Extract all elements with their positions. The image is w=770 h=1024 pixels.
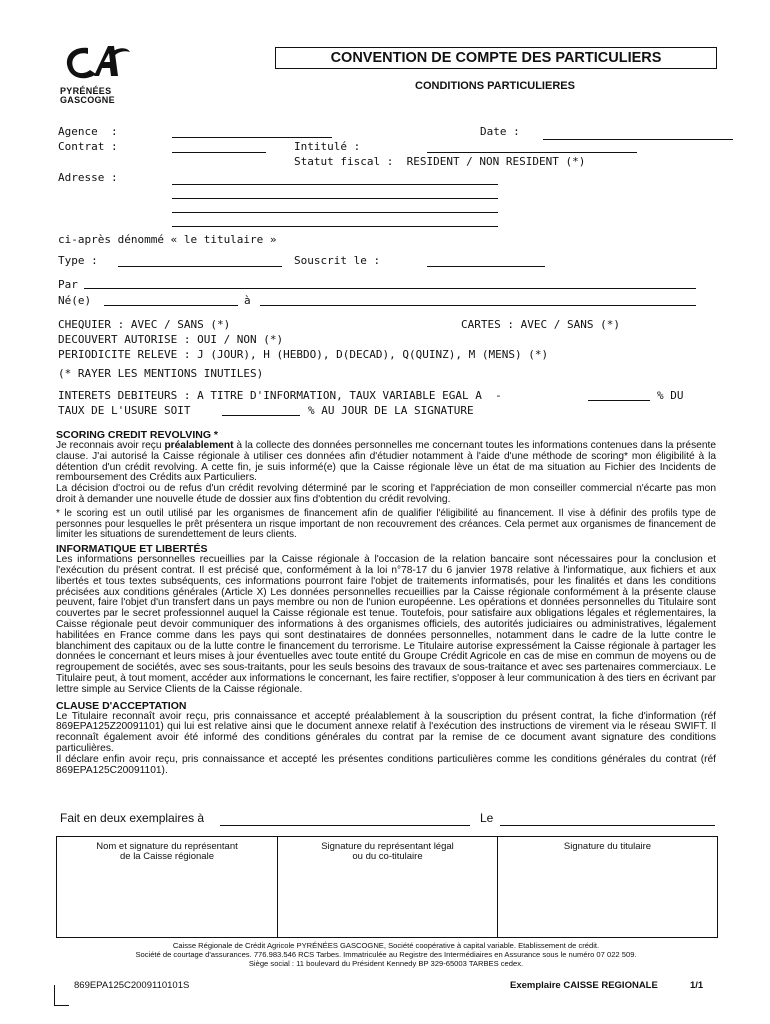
agence-field[interactable] xyxy=(172,125,332,138)
adresse-line-3[interactable] xyxy=(172,200,498,213)
adresse-line-2[interactable] xyxy=(172,186,498,199)
fait-label: Fait en deux exemplaires à xyxy=(60,811,205,825)
scoring-paragraph-1 xyxy=(56,441,716,484)
signature-caisse-cell[interactable]: Nom et signature du représentant de la Caisse régionale xyxy=(96,841,238,862)
souscrit-label: Souscrit le : xyxy=(294,254,381,267)
nee-field[interactable] xyxy=(104,293,238,306)
signature-cotitulaire-cell[interactable]: Signature du représentant légal ou du co-titulaire xyxy=(277,837,497,937)
credit-agricole-logo-icon xyxy=(60,42,130,82)
document-subtitle: CONDITIONS PARTICULIERES xyxy=(415,80,575,92)
par-field[interactable] xyxy=(84,276,696,289)
usure-text: TAUX DE L'USURE SOIT xyxy=(58,404,191,417)
adresse-label: Adresse : xyxy=(58,171,118,184)
adresse-line-4[interactable] xyxy=(172,214,498,227)
scoring-p1-bold: préalablement xyxy=(164,440,234,451)
logo-line1: PYRÉNÉES xyxy=(60,86,112,96)
adresse-line-1[interactable] xyxy=(172,172,498,185)
decouvert-option: DECOUVERT AUTORISE : OUI / NON (*) xyxy=(58,333,284,346)
contrat-field[interactable] xyxy=(172,140,266,153)
page-number: 1/1 xyxy=(690,980,704,991)
scoring-footnote: * le scoring est un outil utilisé par les organismes de financement afin de qualifier l'éligibilité au financement. Il vise à définir des profils type de personnes pour lesquelles le prêt présentera un risque important de non recouvrement des créances. Cela permet aux organismes de financement de limiter les situations de surendettement de leurs clients. xyxy=(56,507,716,541)
informatique-paragraph: Les informations personnelles recueillies par la Caisse régionale à l'occasion de la relation bancaire sont nécessaires pour la conclusion et l'exécution du présent contrat. Il est précisé que, conformément à la loi n°78-17 du 6 janvier 1978 relative à l'informatique, aux fichiers et aux libertés et tous textes subséquents, ces informations pourront faire l'objet de traitements informatisés, pour les finalités et dans les conditions précisées aux conditions générales (Article X) Les données personnelles recueillies par la Caisse régionale conformément à la présente clause peuvent, faire l'objet d'un transfert dans un pays membre ou non de l'union européenne. Les opérations et données personnelles du Titulaire sont couvertes par le secret professionnel auquel la Caisse régionale est tenue. Toutefois, pour satisfaire aux obligations légales et réglementaires, la Caisse régionale peut devoir communiquer des informations à des organismes officiels, des autorités judiciaires ou administratives, légalement habilitées en France comme dans les pays qui sont destinataires de données personnelles, notamment dans le cadre de la lutte contre le blanchiment des capitaux ou de la lutte contre le financement du terrorisme. Le Titulaire autorise expressément la Caisse régionale à partager les données le concernant et leurs mises à jour éventuelles avec toute entité du Groupe Crédit Agricole en cas de mise en commun de moyens ou de regroupement de sociétés, avec ses sous-traitants, pour les seuls besoins des travaux de sous-traitance et avec ses partenaires commerciaux. Le Titulaire peut, à tout moment, accéder aux informations le concernant, les faire rectifier, s'opposer à leur communication à des tiers en écrivant par lettre simple au Service Clients de la Caisse régionale. xyxy=(56,554,716,695)
fait-lieu-field[interactable] xyxy=(220,813,470,826)
footer-line-2: Société de courtage d'assurances. 776.983.546 RCS Tarbes. Immatriculée au Registre des Intermédiaires en Assurance sous le numéro 07 022 509. xyxy=(135,950,637,959)
type-label: Type : xyxy=(58,254,98,267)
date-label: Date : xyxy=(480,125,520,138)
footer-line-1: Caisse Régionale de Crédit Agricole PYRÉNÉES GASCOGNE, Société coopérative à capital variable. Etablissement de crédit. xyxy=(172,941,600,950)
footer-line-3: Siège social : 11 boulevard du Président Kennedy BP 329-65003 TARBES cedex. xyxy=(248,959,524,968)
type-field[interactable] xyxy=(118,254,282,267)
clauses-block xyxy=(56,429,716,776)
taux-field[interactable] xyxy=(588,388,650,401)
interets-pct: % DU xyxy=(657,389,684,402)
scoring-paragraph-2: La décision d'octroi ou de refus d'un crédit revolving déterminé par le scoring et l'appréciation de mon conseiller commercial n'écarte pas mon droit à demander une nouvelle étude de dossier aux fins d'obtention du crédit revolving. xyxy=(56,483,716,505)
informatique-title: INFORMATIQUE ET LIBERTÉS xyxy=(56,543,208,556)
contrat-label: Contrat : xyxy=(58,140,118,153)
usure-end: % AU JOUR DE LA SIGNATURE xyxy=(308,404,474,417)
intitule-field[interactable] xyxy=(427,140,637,153)
exemplaire-label: Exemplaire CAISSE REGIONALE xyxy=(510,980,658,991)
periodicite-option: PERIODICITE RELEVE : J (JOUR), H (HEBDO), D(DECAD), Q(QUINZ), M (MENS) (*) xyxy=(58,348,549,361)
souscrit-field[interactable] xyxy=(427,254,545,267)
statut-fiscal: Statut fiscal : RESIDENT / NON RESIDENT (*) xyxy=(294,155,586,168)
intitule-label: Intitulé : xyxy=(294,140,361,153)
clause-paragraph-2: Il déclare enfin avoir reçu, pris connaissance et accepté les présentes conditions particulières comme les conditions générales du contrat (réf 869EPA125C20091101). xyxy=(56,753,716,776)
rayer-note: (* RAYER LES MENTIONS INUTILES) xyxy=(58,367,264,380)
document-reference: 869EPA125C2009110101S xyxy=(74,980,190,991)
document-title: CONVENTION DE COMPTE DES PARTICULIERS xyxy=(275,47,717,69)
legal-footer xyxy=(56,941,716,968)
logo-line2: GASCOGNE xyxy=(60,95,115,105)
nee-label: Né(e) xyxy=(58,294,92,307)
date-field[interactable] xyxy=(543,127,733,140)
lieu-naissance-field[interactable] xyxy=(260,293,696,306)
clause-paragraph-1: Le Titulaire reconnaît avoir reçu, pris connaissance et accepté préalablement à la souscription du présent contrat, la fiche d'information (réf 869EPA125Z20091101) qui lui est relative ainsi que le document annexe relatif à l'exécution des instructions de virement via le réseau SWIFT. Il reconnaît également avoir été informé des conditions générales du contrat par la remise de ce document avant signature des conditions particulières. xyxy=(56,710,716,754)
agence-label: Agence : xyxy=(58,125,118,138)
scoring-p1-start: Je reconnais avoir reçu xyxy=(56,440,165,451)
interets-text: INTERETS DEBITEURS : A TITRE D'INFORMATION, TAUX VARIABLE EGAL A - xyxy=(58,389,502,402)
corner-mark xyxy=(54,985,69,1006)
clause-title: CLAUSE D'ACCEPTATION xyxy=(56,699,187,712)
titulaire-mention: ci-après dénommé « le titulaire » xyxy=(58,233,277,246)
chequier-option: CHEQUIER : AVEC / SANS (*) xyxy=(58,318,231,331)
usure-field[interactable] xyxy=(222,403,300,416)
le-date-field[interactable] xyxy=(500,813,715,826)
bank-logo xyxy=(60,42,130,106)
signature-titulaire-cell[interactable]: Signature du titulaire xyxy=(497,837,717,937)
scoring-title: SCORING CREDIT REVOLVING * xyxy=(56,429,218,441)
signature-table xyxy=(56,836,718,938)
scoring-p1-end: à la collecte des données personnelles me concernant toutes les informations contenues dans la présente clause. J'ai autorisé la Caisse régionale à utiliser ces données afin d'étudier notamment à l'aide d'une méthode de scoring* mon éligibilité à la détention d'un crédit revolving. A cette fin, je suis informé(e) que la Caisse régionale lève un état de ma situation au Fichier des Incidents de remboursement des Crédits aux Particuliers. xyxy=(56,440,717,484)
a-label: à xyxy=(244,294,251,307)
cartes-option: CARTES : AVEC / SANS (*) xyxy=(461,318,620,331)
le-label: Le xyxy=(480,811,494,825)
par-label: Par xyxy=(58,278,78,291)
